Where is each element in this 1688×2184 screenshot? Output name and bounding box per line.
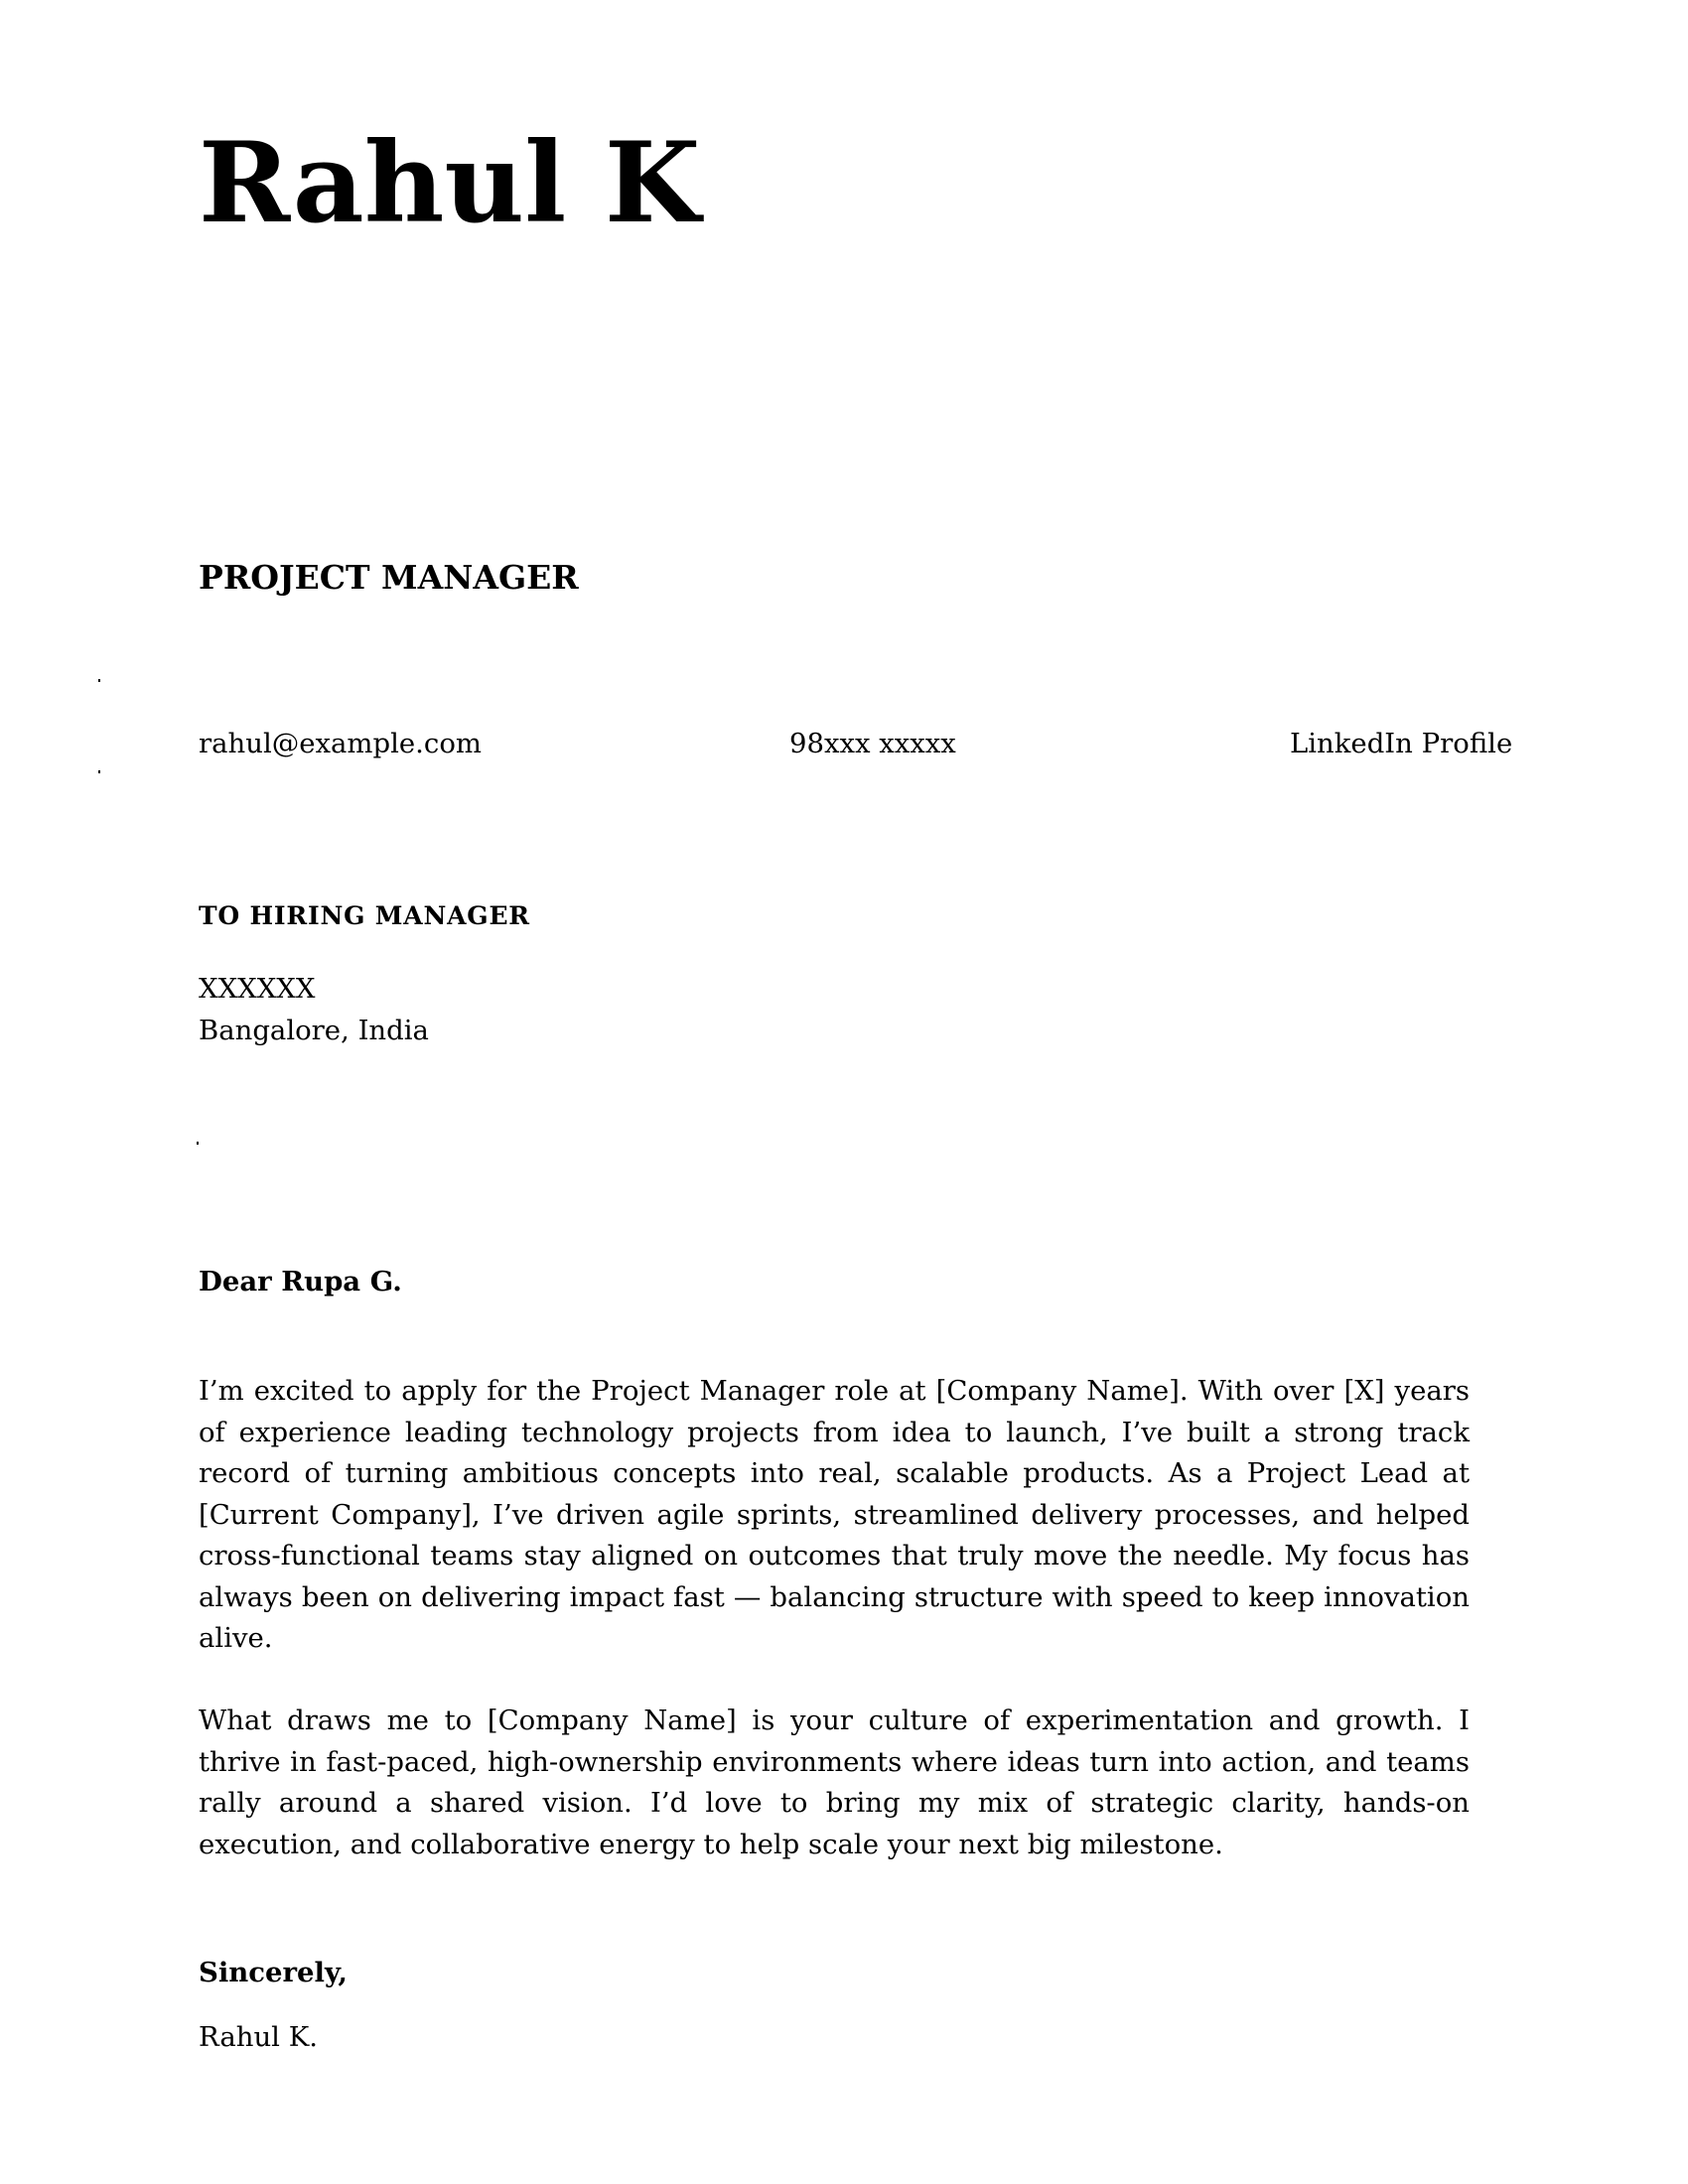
closing: Sincerely, bbox=[199, 1957, 348, 1988]
contact-linkedin-link[interactable]: LinkedIn Profile bbox=[1290, 728, 1513, 759]
stray-dot-marker bbox=[98, 770, 100, 773]
signature: Rahul K. bbox=[199, 2021, 318, 2053]
stray-dot-marker bbox=[197, 1142, 199, 1145]
contact-phone: 98xxx xxxxx bbox=[789, 728, 956, 759]
job-title: PROJECT MANAGER bbox=[199, 558, 579, 597]
recipient-address bbox=[199, 968, 429, 1051]
recipient-heading: TO HIRING MANAGER bbox=[199, 901, 530, 930]
body-paragraph-2: What draws me to [Company Name] is your culture of experimentation and growth. I thrive in fast-paced, high-ownership environments where ideas turn into action, and teams rally around a shared vision. I’d love to bring my mix of strategic clarity, hands-on execution, and collaborative energy to help scale your next big milestone. bbox=[199, 1705, 1470, 1860]
recipient-company: XXXXXX bbox=[199, 973, 316, 1005]
salutation: Dear Rupa G. bbox=[199, 1266, 402, 1297]
stray-dot-marker bbox=[98, 679, 100, 682]
recipient-location: Bangalore, India bbox=[199, 1015, 429, 1046]
applicant-name: Rahul K bbox=[199, 119, 701, 248]
body-paragraph-1: I’m excited to apply for the Project Manager role at [Company Name]. With over [X] years of experience leading technology projects from idea to launch, I’ve built a strong track record of turning ambitious concepts into real, scalable products. As a Project Lead at [Current Company], I’ve driven agile sprints, streamlined delivery processes, and helped cross-functional teams stay aligned on outcomes that truly move the needle. My focus has always been on delivering impact fast — balancing structure with speed to keep innovation alive. bbox=[199, 1375, 1470, 1654]
contact-email[interactable]: rahul@example.com bbox=[199, 728, 482, 759]
